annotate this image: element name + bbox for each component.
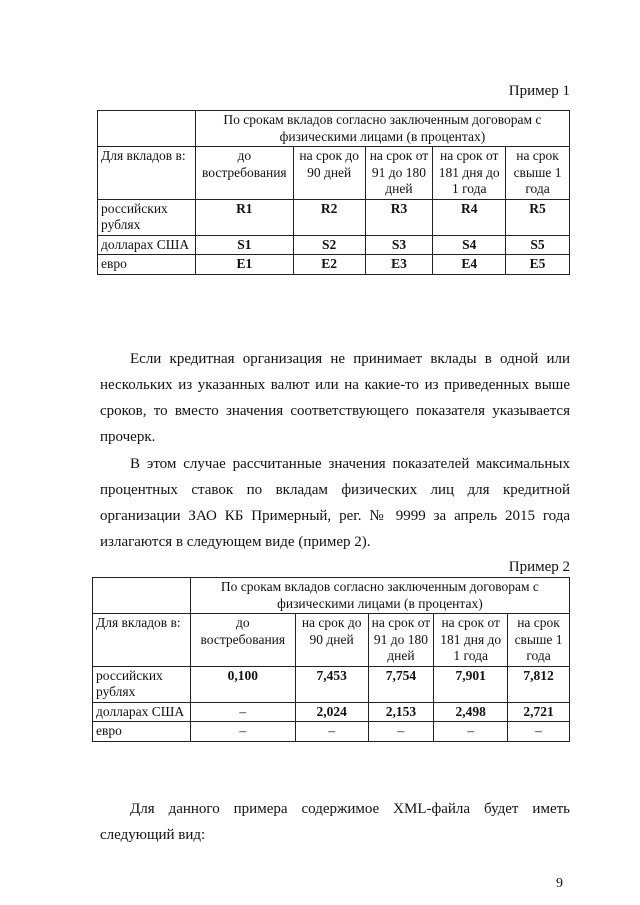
column-header: на срок свыше 1 года: [506, 147, 570, 200]
paragraph-text: Для данного примера содержимое XML-файла будет иметь следующий вид:: [100, 801, 570, 843]
value-cell: E1: [195, 255, 293, 275]
value-cell: –: [368, 722, 434, 742]
value-cell: 2,024: [295, 702, 368, 722]
table-row: [98, 255, 570, 275]
value-cell: 7,901: [434, 666, 508, 702]
value-cell: R2: [293, 199, 365, 235]
table-row: [98, 199, 570, 235]
value-cell: R4: [433, 199, 506, 235]
currency-cell: российских рублях: [98, 199, 196, 235]
column-header: на срок от 91 до 180 дней: [365, 147, 433, 200]
deposits-header: Для вкладов в:: [93, 614, 191, 667]
value-cell: S4: [433, 235, 506, 255]
value-cell: 7,812: [508, 666, 570, 702]
value-cell: 7,754: [368, 666, 434, 702]
value-cell: –: [190, 722, 295, 742]
table-row: [93, 702, 570, 722]
value-cell: –: [434, 722, 508, 742]
paragraph-text: Если кредитная организация не принимает вклады в одной или нескольких из указанных валют или на какие-то из приведенных выше сроков, то вместо значения соответствующего показателя указывается прочерк.: [100, 351, 570, 445]
value-cell: E2: [293, 255, 365, 275]
example-2-table: [92, 577, 570, 742]
table-row: [98, 235, 570, 255]
value-cell: E5: [506, 255, 570, 275]
value-cell: 0,100: [190, 666, 295, 702]
example-2-label: Пример 2: [508, 559, 570, 575]
paragraph-dash-rule: [100, 346, 570, 450]
currency-cell: российских рублях: [93, 666, 191, 702]
table-header-row: [98, 111, 570, 147]
column-header: на срок от 91 до 180 дней: [368, 614, 434, 667]
value-cell: R5: [506, 199, 570, 235]
currency-cell: евро: [98, 255, 196, 275]
value-cell: S2: [293, 235, 365, 255]
column-header: до востребования: [190, 614, 295, 667]
column-header: на срок свыше 1 года: [508, 614, 570, 667]
value-cell: –: [295, 722, 368, 742]
value-cell: S3: [365, 235, 433, 255]
table-row: [93, 722, 570, 742]
table-header-row: [93, 578, 570, 614]
value-cell: 2,498: [434, 702, 508, 722]
column-header: до востребования: [195, 147, 293, 200]
value-cell: 2,721: [508, 702, 570, 722]
table-column-header-row: [93, 614, 570, 667]
currency-cell: евро: [93, 722, 191, 742]
value-cell: –: [508, 722, 570, 742]
currency-cell: долларах США: [98, 235, 196, 255]
currency-cell: долларах США: [93, 702, 191, 722]
deposits-header: Для вкладов в:: [98, 147, 196, 200]
value-cell: 2,153: [368, 702, 434, 722]
page-number: 9: [556, 876, 563, 891]
value-cell: E4: [433, 255, 506, 275]
column-header: на срок до 90 дней: [293, 147, 365, 200]
empty-corner-cell: [93, 578, 191, 614]
value-cell: S1: [195, 235, 293, 255]
value-cell: 7,453: [295, 666, 368, 702]
value-cell: E3: [365, 255, 433, 275]
value-cell: R1: [195, 199, 293, 235]
paragraph-text: В этом случае рассчитанные значения показателей максимальных процентных ставок по вкладам физических лиц для кредитной организации ЗАО КБ Примерный, рег. № 9999 за апрель 2015 года излагаются в следующем виде (пример 2).: [100, 456, 570, 550]
period-header: По срокам вкладов согласно заключенным договорам с физическими лицами (в процентах): [195, 111, 569, 147]
period-header: По срокам вкладов согласно заключенным договорам с физическими лицами (в процентах): [190, 578, 569, 614]
example-1-label: Пример 1: [508, 83, 570, 99]
value-cell: R3: [365, 199, 433, 235]
column-header: на срок от 181 дня до 1 года: [433, 147, 506, 200]
paragraph-example-intro: [100, 451, 570, 555]
value-cell: –: [190, 702, 295, 722]
value-cell: S5: [506, 235, 570, 255]
table-column-header-row: [98, 147, 570, 200]
column-header: на срок до 90 дней: [295, 614, 368, 667]
paragraph-xml-intro: [100, 796, 570, 848]
example-1-table: [97, 110, 570, 275]
column-header: на срок от 181 дня до 1 года: [434, 614, 508, 667]
table-row: [93, 666, 570, 702]
empty-corner-cell: [98, 111, 196, 147]
